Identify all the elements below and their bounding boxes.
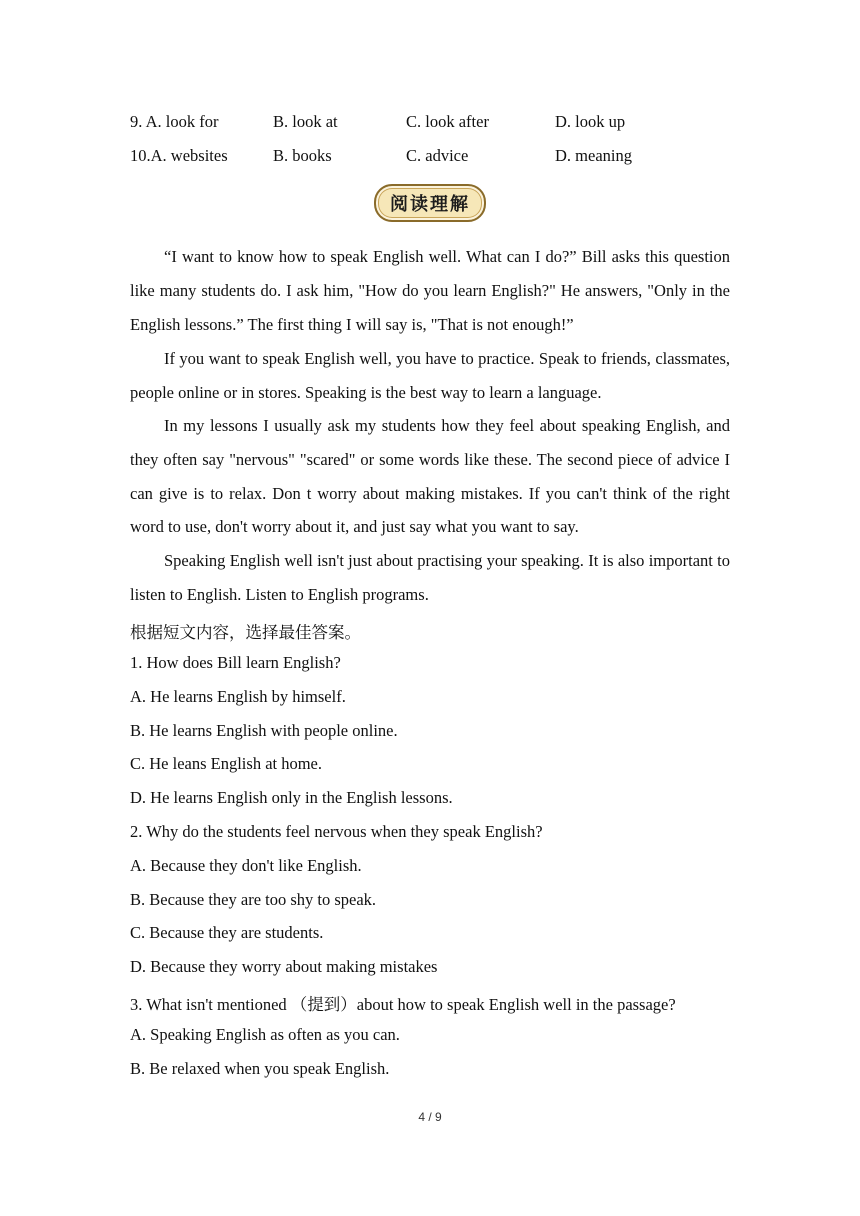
section-badge xyxy=(374,184,486,222)
page-number: 4 / 9 xyxy=(418,1110,442,1124)
passage-paragraph-3: In my lessons I usually ask my students how they feel about speaking English, and they often say "nervous" "scared" or some words like these. The second piece of advice I can give is to relax. Don t worry about making mistakes. If you can't think of the right word to use, don't worry about it, and just say what you want to say. xyxy=(130,416,730,537)
question-1-option-a: A. He learns English by himself. xyxy=(130,687,346,706)
option-b: B. books xyxy=(273,146,332,165)
question-2-option-a: A. Because they don't like English. xyxy=(130,856,362,875)
option-d: D. look up xyxy=(555,112,626,131)
passage-paragraph-2: If you want to speak English well, you have to practice. Speak to friends, classmates, people online or in stores. Speaking is the best way to learn a language. xyxy=(130,349,730,402)
question-2-option-b: B. Because they are too shy to speak. xyxy=(130,890,377,909)
options-row-10 xyxy=(130,146,730,168)
question-3-option-a: A. Speaking English as often as you can. xyxy=(130,1025,400,1044)
option-b: B. look at xyxy=(273,112,338,131)
question-2-option-c: C. Because they are students. xyxy=(130,923,324,942)
option-c: C. advice xyxy=(406,146,469,165)
option-c: C. look after xyxy=(406,112,489,131)
option-a: 9. A. look for xyxy=(130,112,219,131)
section-badge-label: 阅读理解 xyxy=(390,194,470,215)
question-1: 1. How does Bill learn English? xyxy=(130,653,341,672)
question-3: 3. What isn't mentioned （提到）about how to speak English well in the passage? xyxy=(130,995,676,1014)
passage-paragraph-4: Speaking English well isn't just about practising your speaking. It is also important to listen to English. Listen to English programs. xyxy=(130,551,730,604)
question-1-option-c: C. He leans English at home. xyxy=(130,754,323,773)
question-2-option-d: D. Because they worry about making mistakes xyxy=(130,957,438,976)
option-a: 10.A. websites xyxy=(130,146,228,165)
instruction: 根据短文内容，选择最佳答案。 xyxy=(130,623,361,642)
passage-paragraph-1: “I want to know how to speak English well. What can I do?” Bill asks this question like many students do. I ask him, "How do you learn English?" He answers, "Only in the English lessons.” The first thing I will say is, "That is not enough!” xyxy=(130,247,730,334)
question-1-option-d: D. He learns English only in the English lessons. xyxy=(130,788,453,807)
question-1-option-b: B. He learns English with people online. xyxy=(130,721,398,740)
options-row-9 xyxy=(130,112,730,134)
option-d: D. meaning xyxy=(555,146,632,165)
question-3-option-b: B. Be relaxed when you speak English. xyxy=(130,1059,390,1078)
question-2: 2. Why do the students feel nervous when they speak English? xyxy=(130,822,543,841)
